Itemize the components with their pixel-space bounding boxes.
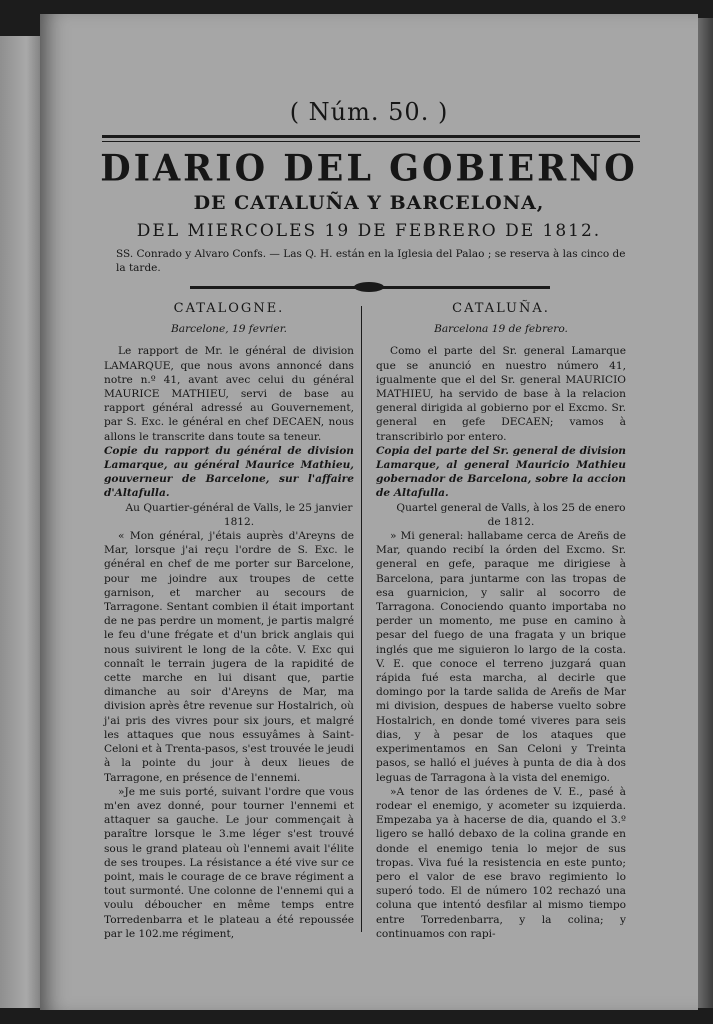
page-stack-edge <box>698 18 713 1008</box>
issue-number: ( Núm. 50. ) <box>289 98 449 126</box>
spanish-place-date: Barcelona 19 de febrero. <box>434 323 568 336</box>
spanish-column-heading: CATALUÑA. <box>452 301 550 316</box>
spanish-body-2: »A tenor de las órdenes de V. E., pasé à rodear el enemigo, y acometer su izquierda. Empezaba ya à hacerse de dia, quando el 3.º ligero se halló debaxo de la colina grande en donde el enemigo tenia lo mejor de sus tropas. Viva fué la resistencia en este punto; pero el valor de ese bravo regimiento lo superó todo. El de número 102 rechazó una coluna que intentó desfilar al mismo tiempo entre Torredenbarra, y la colina; y continuamos con rapi- <box>376 785 626 940</box>
french-body-2: »Je me suis porté, suivant l'ordre que vous m'en avez donné, pour tourner l'ennemi et attaquer sa gauche. Le jour commençait à paraître lorsque le 3.me léger s'est trouvé sous le grand plateau où l'ennemi avait l'élite de ses troupes. La résistance a été vive sur ce point, mais le courage de ce brave régiment a tout surmonté. Une colonne de l'ennemi qui a voulu déboucher en même temps entre Torredenbarra et le plateau a été repoussée par le 102.me régiment, <box>104 785 354 940</box>
spanish-headquarters: Quartel general de Valls, à los 25 de enero de 1812. <box>396 501 626 528</box>
spanish-column <box>376 302 626 941</box>
newspaper-title: DIARIO DEL GOBIERNO <box>100 146 638 191</box>
french-intro: Le rapport de Mr. le général de division LAMARQUE, que nous avons annoncé dans notre n.º 41, avant avec celui du général MAURICE MATHIEU, servi de base au rapport général adressé au Gouvernement, par S. Exc. le général en chef DECAEN, nous allons le transcrite dans toute sa teneur. <box>104 345 354 443</box>
french-body-1: « Mon général, j'étais auprès d'Areyns de Mar, lorsque j'ai reçu l'ordre de S. Exc. le général en chef de me porter sur Barcelone, pour me joindre aux troupes de cette garnison, et marcher au secours de Tarragone. Sentant combien il était important de ne pas perdre un moment, je partis malgré le feu d'une frégate et d'un brick anglais qui nous suivirent le long de la côte. V. Exc qui connaît le terrain jugera de la rapidité de cette marche en lui disant que, partie dimanche au soir d'Areyns de Mar, ma division après être revenue sur Hostalrich, où j'ai pris des vivres pour six jours, et malgré les attaques que nous essuyâmes à Saint-Celoni et à Trenta-pasos, s'est trouvée le jeudi à la pointe du jour à deux lieues de Tarragone, en présence de l'ennemi. <box>104 530 354 784</box>
newspaper-page <box>40 14 698 1010</box>
previous-page-edge <box>0 36 44 1008</box>
issue-dateline: DEL MIERCOLES 19 DE FEBRERO DE 1812. <box>136 221 602 241</box>
saints-notice: SS. Conrado y Alvaro Confs. — Las Q. H. están en la Iglesia del Palao ; se reserva à las cinco de la tarde. <box>116 248 626 274</box>
masthead-rule-thin <box>102 141 640 142</box>
column-divider <box>361 306 362 932</box>
spanish-intro: Como el parte del Sr. general Lamarque que se anunció en nuestro número 41, igualmente que el del Sr. general MAURICIO MATHIEU, ha servido de base à la relacion general dirigida al gobierno por el Excmo. Sr. general en gefe DECAEN; vamos à transcribirlo por entero. <box>376 345 626 443</box>
newspaper-subtitle: DE CATALUÑA Y BARCELONA, <box>193 192 545 214</box>
french-headquarters: Au Quartier-général de Valls, le 25 janvier 1812. <box>125 501 353 528</box>
spanish-copy-heading: Copia del parte del Sr. general de division Lamarque, al general Mauricio Mathieu gobernador de Barcelona, sobre la accion de Altafulla. <box>376 444 626 500</box>
french-copy-heading: Copie du rapport du général de division Lamarque, au général Maurice Mathieu, gouverneur de Barcelone, sur l'affaire d'Altafulla. <box>104 444 354 500</box>
french-place-date: Barcelone, 19 fevrier. <box>171 323 287 336</box>
spanish-body-1: » Mi general: hallabame cerca de Areñs de Mar, quando recibí la órden del Excmo. Sr. general en gefe, paraque me dirigiese à Barcelona, para juntarme con las tropas de esa guarnicion, y salir al socorro de Tarragona. Conociendo quanto importaba no perder un momento, me puse en camino à pesar del fuego de una fragata y un brique inglés que me siguieron lo largo de la costa. V. E. que conoce el terreno juzgará quan rápida fué esta marcha, al decirle que domingo por la tarde salida de Areñs de Mar mi division, despues de haberse vuelto sobre Hostalrich, en donde tomé viveres para seis dias, y à pesar de los ataques que experimentamos en San Celoni y Treinta pasos, se halló el juéves à punta de dia à dos leguas de Tarragona à la vista del enemigo. <box>376 530 626 784</box>
ornament-center <box>354 282 384 292</box>
french-column <box>104 302 354 941</box>
french-column-heading: CATALOGNE. <box>173 301 285 316</box>
masthead-rule-top <box>102 135 640 138</box>
